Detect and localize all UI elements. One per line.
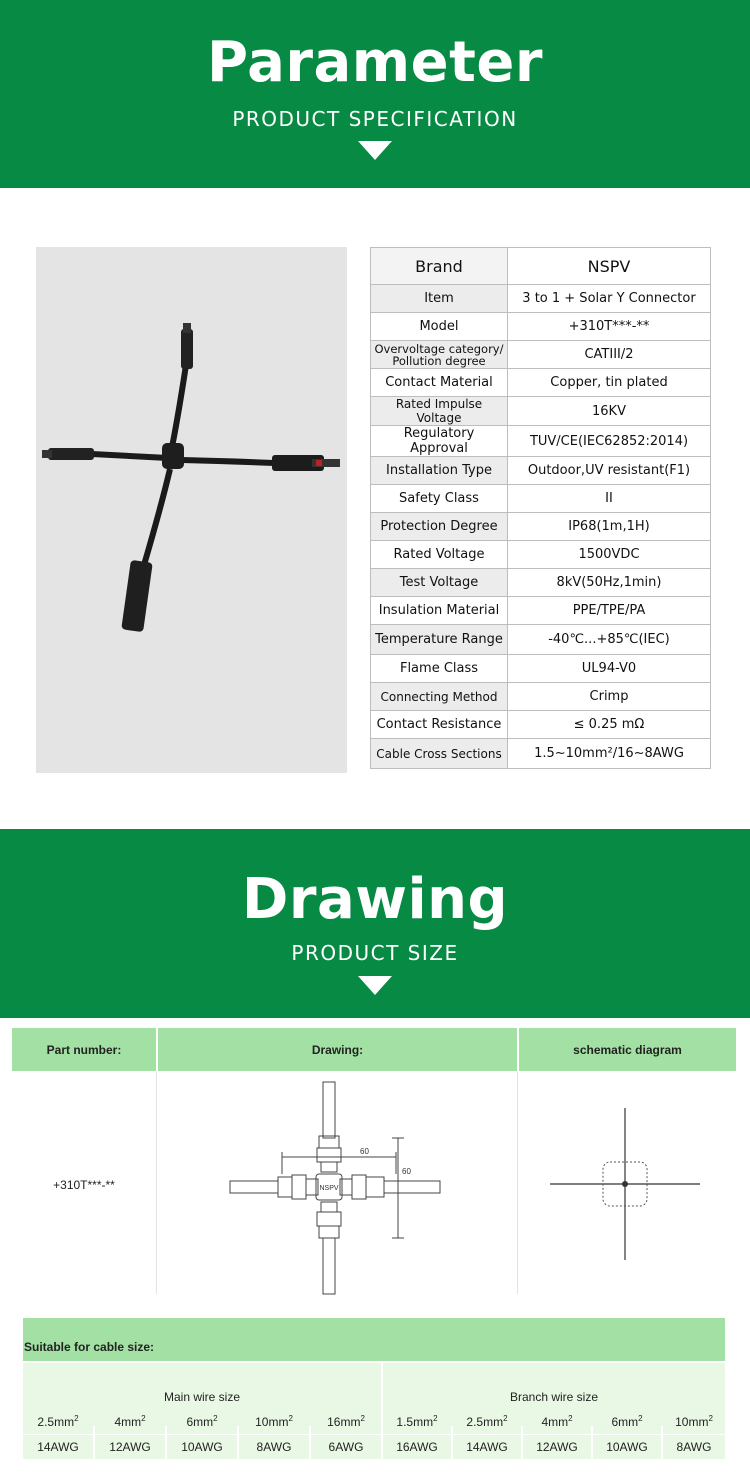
main-awg-cell-text: 12AWG [109, 1440, 151, 1454]
spec-value: +310T***-** [508, 313, 711, 341]
spec-row [371, 397, 711, 426]
superscript: 2 [433, 1414, 438, 1423]
branch-awg-cell [663, 1435, 725, 1459]
spec-value: 8kV(50Hz,1min) [508, 569, 711, 597]
main-mm-cell [23, 1410, 93, 1434]
main-mm-cell-text: 6mm [186, 1415, 214, 1429]
branch-awg-cell-text: 10AWG [606, 1440, 648, 1454]
spec-key: Contact Material [371, 369, 508, 397]
spec-row [371, 248, 711, 285]
superscript: 2 [638, 1414, 643, 1423]
spec-key: Connecting Method [371, 683, 508, 711]
spec-key: Rated Voltage [371, 541, 508, 569]
main-awg-cell [23, 1435, 93, 1459]
spec-value: NSPV [508, 248, 711, 285]
branch-awg-cell [523, 1435, 591, 1459]
main-mm-cell-text: 16mm [327, 1415, 361, 1429]
spec-row [371, 625, 711, 655]
superscript: 2 [360, 1414, 365, 1423]
spec-value: 16KV [508, 397, 711, 426]
spec-value: ≤ 0.25 mΩ [508, 711, 711, 739]
main-awg-cell-text: 10AWG [181, 1440, 223, 1454]
main-mm-cell-text: 10mm [255, 1415, 289, 1429]
spec-key: Overvoltage category/ Pollution degree [371, 341, 508, 369]
spec-value: TUV/CE(IEC62852:2014) [508, 426, 711, 457]
spec-key: Brand [371, 248, 508, 285]
branch-awg-cell-text: 8AWG [676, 1440, 712, 1454]
superscript: 2 [503, 1414, 508, 1423]
spec-value: IP68(1m,1H) [508, 513, 711, 541]
spec-value: 1.5~10mm²/16~8AWG [508, 739, 711, 769]
branch-mm-cell-text: 10mm [675, 1415, 709, 1429]
dim-height-label: 60 [402, 1167, 411, 1176]
spec-row [371, 683, 711, 711]
dim-width-label: 60 [360, 1147, 369, 1156]
spec-table [370, 247, 711, 769]
down-triangle-icon [358, 976, 392, 995]
spec-row [371, 513, 711, 541]
spec-row [371, 457, 711, 485]
down-triangle-icon [358, 141, 392, 160]
branch-mm-cell [453, 1410, 521, 1434]
superscript: 2 [568, 1414, 573, 1423]
product-photo [36, 247, 347, 773]
branch-awg-cell [593, 1435, 661, 1459]
spec-key: Contact Resistance [371, 711, 508, 739]
spec-row [371, 485, 711, 513]
drawing-subtitle: PRODUCT SIZE [291, 941, 459, 965]
parameter-banner [0, 0, 750, 188]
main-mm-cell [95, 1410, 165, 1434]
branch-mm-cell [383, 1410, 451, 1434]
drawing-header: Drawing: [158, 1028, 517, 1071]
spec-key: Installation Type [371, 457, 508, 485]
spec-key: Insulation Material [371, 597, 508, 625]
superscript: 2 [708, 1414, 713, 1423]
spec-row [371, 655, 711, 683]
schematic-header: schematic diagram [519, 1028, 736, 1071]
drawing-title: Drawing [241, 867, 509, 932]
schematic-diagram [548, 1106, 702, 1262]
spec-key: Test Voltage [371, 569, 508, 597]
branch-mm-cell-text: 1.5mm [396, 1415, 434, 1429]
spec-value: -40℃...+85℃(IEC) [508, 625, 711, 655]
main-awg-cell [239, 1435, 309, 1459]
superscript: 2 [288, 1414, 293, 1423]
column-divider [156, 1071, 157, 1294]
superscript: 2 [141, 1414, 146, 1423]
spec-value: 3 to 1 + Solar Y Connector [508, 285, 711, 313]
main-awg-cell [311, 1435, 381, 1459]
parameter-subtitle: PRODUCT SPECIFICATION [232, 107, 518, 131]
spec-key: Cable Cross Sections [371, 739, 508, 769]
parameter-title: Parameter [207, 30, 543, 95]
branch-mm-cell-text: 6mm [611, 1415, 639, 1429]
main-awg-cell [167, 1435, 237, 1459]
branch-awg-cell [453, 1435, 521, 1459]
logo-text: NSPV [319, 1185, 339, 1192]
spec-row [371, 569, 711, 597]
branch-awg-cell [383, 1435, 451, 1459]
technical-drawing [226, 1078, 446, 1296]
spec-row [371, 285, 711, 313]
drawing-banner [0, 829, 750, 1018]
spec-value: Crimp [508, 683, 711, 711]
spec-value: Copper, tin plated [508, 369, 711, 397]
main-mm-cell-text: 2.5mm [37, 1415, 75, 1429]
branch-awg-cell-text: 14AWG [466, 1440, 508, 1454]
spec-key: Item [371, 285, 508, 313]
main-awg-cell-text: 6AWG [328, 1440, 364, 1454]
spec-row [371, 597, 711, 625]
branch-mm-cell [663, 1410, 725, 1434]
spec-key: Temperature Range [371, 625, 508, 655]
spec-key: Flame Class [371, 655, 508, 683]
spec-key: Protection Degree [371, 513, 508, 541]
spec-row [371, 541, 711, 569]
main-awg-cell [95, 1435, 165, 1459]
branch-awg-cell-text: 16AWG [396, 1440, 438, 1454]
main-awg-cell-text: 8AWG [256, 1440, 292, 1454]
column-divider [517, 1071, 518, 1294]
main-wire-header: Main wire size [23, 1363, 381, 1426]
superscript: 2 [74, 1414, 79, 1423]
superscript: 2 [213, 1414, 218, 1423]
branch-mm-cell [523, 1410, 591, 1434]
main-mm-cell-text: 4mm [114, 1415, 142, 1429]
spec-key: Rated Impulse Voltage [371, 397, 508, 426]
spec-row [371, 426, 711, 457]
spec-key: Model [371, 313, 508, 341]
spec-row [371, 341, 711, 369]
part-number-value: +310T***-** [53, 1178, 115, 1192]
cable-size-title: Suitable for cable size: [23, 1318, 725, 1361]
branch-mm-cell [593, 1410, 661, 1434]
spec-row [371, 711, 711, 739]
main-awg-cell-text: 14AWG [37, 1440, 79, 1454]
branch-mm-cell-text: 2.5mm [466, 1415, 504, 1429]
main-mm-cell [239, 1410, 309, 1434]
part-number-header: Part number: [12, 1028, 156, 1071]
spec-value: UL94-V0 [508, 655, 711, 683]
spec-key: Safety Class [371, 485, 508, 513]
spec-row [371, 369, 711, 397]
spec-value: Outdoor,UV resistant(F1) [508, 457, 711, 485]
branch-mm-cell-text: 4mm [541, 1415, 569, 1429]
drawing-table [12, 1028, 736, 1294]
spec-row [371, 313, 711, 341]
spec-value: II [508, 485, 711, 513]
spec-row [371, 739, 711, 769]
branch-awg-cell-text: 12AWG [536, 1440, 578, 1454]
main-mm-cell [311, 1410, 381, 1434]
spec-value: CATIII/2 [508, 341, 711, 369]
spec-value: 1500VDC [508, 541, 711, 569]
main-mm-cell [167, 1410, 237, 1434]
y-connector-photo [36, 247, 347, 773]
branch-wire-header: Branch wire size [383, 1363, 725, 1426]
spec-key: Regulatory Approval [371, 426, 508, 457]
spec-value: PPE/TPE/PA [508, 597, 711, 625]
